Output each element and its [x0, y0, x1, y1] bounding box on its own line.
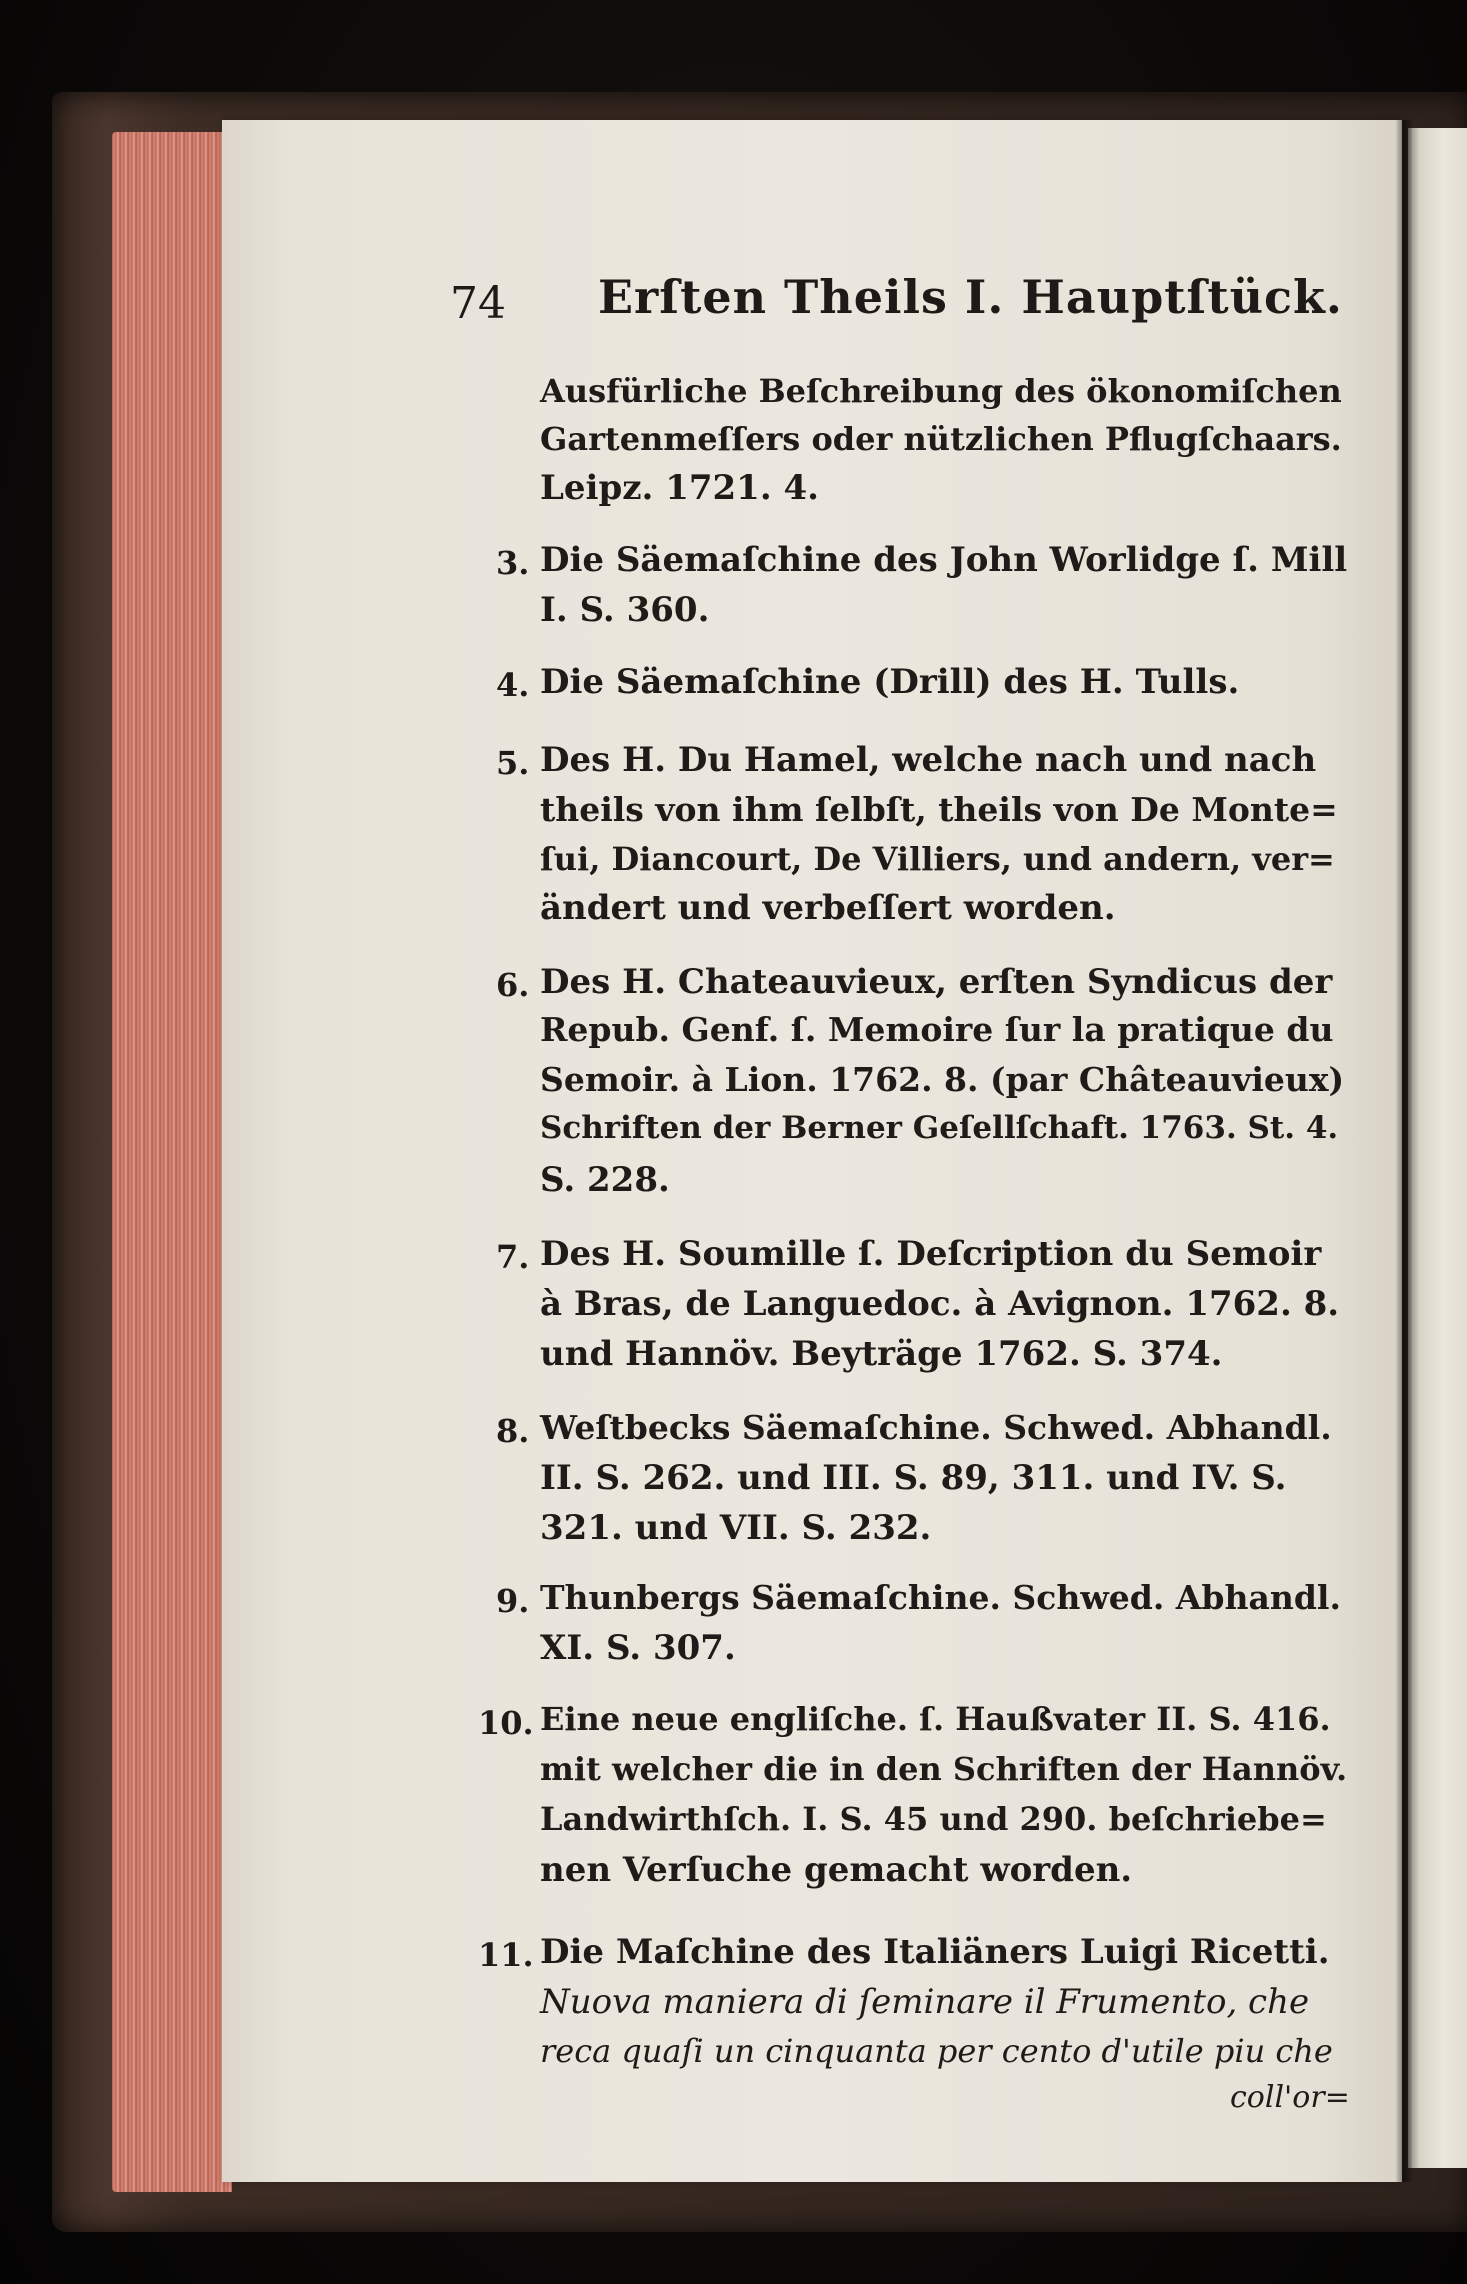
entry-number: 11.: [478, 1936, 534, 1974]
body-line: S. 228.: [540, 1160, 670, 1200]
body-line: Semoir. à Lion. 1762. 8. (par Châteauvieux): [540, 1060, 1345, 1099]
entry-number: 9.: [496, 1582, 530, 1620]
body-line: Schriften der Berner Geſellſchaft. 1763. St. 4.: [540, 1110, 1339, 1146]
catchword: coll'or=: [1230, 2080, 1350, 2115]
red-page-edges: [112, 132, 232, 2192]
body-line: XI. S. 307.: [540, 1628, 736, 1668]
entry-number: 5.: [496, 744, 530, 782]
entry-number: 6.: [496, 966, 530, 1004]
body-line: nen Verſuche gemacht worden.: [540, 1850, 1133, 1890]
entry-number: 8.: [496, 1412, 530, 1450]
body-line: ändert und verbeſſert worden.: [540, 888, 1116, 928]
body-line-italic: Nuova maniera di ſeminare il Frumento, che: [540, 1982, 1310, 2022]
body-line: Die Maſchine des Italiäners Luigi Ricetti.: [540, 1932, 1330, 1972]
entry-number: 10.: [478, 1704, 534, 1742]
body-line: Die Säemaſchine des John Worlidge ſ. Mill: [540, 540, 1348, 580]
body-line: à Bras, de Languedoc. à Avignon. 1762. 8.: [540, 1284, 1340, 1324]
body-line: theils von ihm ſelbſt, theils von De Monte=: [540, 790, 1338, 829]
body-line: Die Säemaſchine (Drill) des H. Tulls.: [540, 662, 1240, 702]
body-line: 321. und VII. S. 232.: [540, 1508, 932, 1548]
running-head-title: Erſten Theils I. Hauptſtück.: [598, 270, 1343, 324]
page-number: 74: [450, 278, 506, 329]
page-gutter-shadow: [1396, 120, 1412, 2182]
body-line: Des H. Soumille ſ. Deſcription du Semoir: [540, 1234, 1322, 1274]
entry-number: 7.: [496, 1238, 530, 1276]
body-line: Eine neue engliſche. ſ. Haußvater II. S. 416.: [540, 1700, 1331, 1738]
body-line: I. S. 360.: [540, 590, 710, 630]
body-line-italic: reca quaſi un cinquanta per cento d'utile piu che: [540, 2032, 1333, 2070]
body-line: Gartenmeſſers oder nützlichen Pflugſchaars.: [540, 420, 1342, 458]
body-line: Des H. Chateauvieux, erſten Syndicus der: [540, 962, 1333, 1002]
body-line: Des H. Du Hamel, welche nach und nach: [540, 740, 1317, 780]
body-line: Landwirthſch. I. S. 45 und 290. beſchriebe=: [540, 1800, 1327, 1838]
body-line: Thunbergs Säemaſchine. Schwed. Abhandl.: [540, 1578, 1341, 1617]
body-line: Weſtbecks Säemaſchine. Schwed. Abhandl.: [540, 1408, 1332, 1447]
body-line: Leipz. 1721. 4.: [540, 468, 820, 508]
body-line: II. S. 262. und III. S. 89, 311. und IV. S.: [540, 1458, 1287, 1498]
body-line: mit welcher die in den Schriften der Hannöv.: [540, 1750, 1348, 1788]
body-line: ſui, Diancourt, De Villiers, und andern, ver=: [540, 840, 1335, 878]
facing-page-edge: [1408, 128, 1467, 2168]
entry-number: 4.: [496, 666, 530, 704]
entry-number: 3.: [496, 544, 530, 582]
body-line: und Hannöv. Beyträge 1762. S. 374.: [540, 1334, 1223, 1374]
body-line: Ausfürliche Beſchreibung des ökonomiſchen: [540, 372, 1342, 410]
body-line: Repub. Genf. ſ. Memoire ſur la pratique du: [540, 1010, 1334, 1049]
